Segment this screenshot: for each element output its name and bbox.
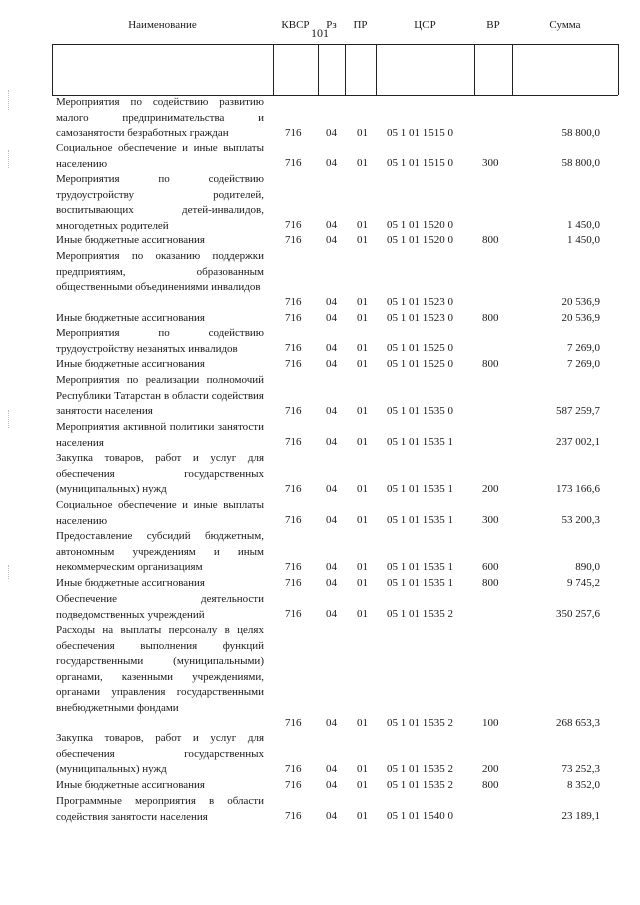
cell-vr: 800 <box>482 234 499 247</box>
cell-pr: 01 <box>357 810 368 823</box>
cell-pr: 01 <box>357 483 368 496</box>
cell-pr: 01 <box>357 779 368 792</box>
row-name: Программные мероприятия в области содействия занятости населения <box>56 795 264 823</box>
cell-sum: 9 745,2 <box>567 577 600 590</box>
cell-rz: 04 <box>326 342 337 355</box>
cell-kvsr: 716 <box>285 561 302 574</box>
cell-vr: 600 <box>482 561 499 574</box>
cell-kvsr: 716 <box>285 717 302 730</box>
col-divider <box>376 44 377 95</box>
cell-sum: 20 536,9 <box>561 312 600 325</box>
row-name: Иные бюджетные ассигнования <box>56 577 205 589</box>
col-divider <box>512 44 513 95</box>
cell-rz: 04 <box>326 405 337 418</box>
table-row <box>0 623 640 732</box>
cell-vr: 800 <box>482 779 499 792</box>
col-divider <box>52 44 53 95</box>
cell-kvsr: 716 <box>285 157 302 170</box>
row-name: Мероприятия по содействию развитию малого предпринимательства и самозанятости безработных граждан <box>56 96 264 140</box>
row-name: Социальное обеспечение и иные выплаты населению <box>56 142 264 170</box>
row-name: Мероприятия по оказанию поддержки предприятиям, образованным общественными объединениями инвалидов <box>56 250 264 294</box>
cell-kvsr: 716 <box>285 358 302 371</box>
cell-pr: 01 <box>357 157 368 170</box>
cell-sum: 7 269,0 <box>567 342 600 355</box>
cell-csr: 05 1 01 1520 0 <box>387 234 453 247</box>
cell-csr: 05 1 01 1523 0 <box>387 296 453 309</box>
cell-pr: 01 <box>357 127 368 140</box>
cell-sum: 58 800,0 <box>561 157 600 170</box>
cell-sum: 58 800,0 <box>561 127 600 140</box>
cell-vr: 800 <box>482 312 499 325</box>
table-row <box>0 249 640 311</box>
cell-pr: 01 <box>357 717 368 730</box>
table-row <box>0 326 640 357</box>
cell-pr: 01 <box>357 342 368 355</box>
header-kvsr: КВСР <box>281 19 310 31</box>
cell-csr: 05 1 01 1540 0 <box>387 810 453 823</box>
cell-sum: 1 450,0 <box>567 219 600 232</box>
cell-rz: 04 <box>326 763 337 776</box>
cell-pr: 01 <box>357 296 368 309</box>
cell-kvsr: 716 <box>285 577 302 590</box>
cell-pr: 01 <box>357 561 368 574</box>
cell-rz: 04 <box>326 717 337 730</box>
cell-rz: 04 <box>326 514 337 527</box>
cell-csr: 05 1 01 1535 1 <box>387 483 453 496</box>
cell-rz: 04 <box>326 312 337 325</box>
header-name: Наименование <box>128 19 197 31</box>
row-name: Закупка товаров, работ и услуг для обеспечения государственных (муниципальных) нужд <box>56 732 264 776</box>
cell-kvsr: 716 <box>285 342 302 355</box>
cell-rz: 04 <box>326 358 337 371</box>
cell-kvsr: 716 <box>285 436 302 449</box>
cell-sum: 53 200,3 <box>561 514 600 527</box>
cell-pr: 01 <box>357 405 368 418</box>
row-name: Мероприятия по содействию трудоустройству незанятых инвалидов <box>56 327 264 355</box>
cell-csr: 05 1 01 1535 1 <box>387 436 453 449</box>
table-row <box>0 172 640 234</box>
row-name: Иные бюджетные ассигнования <box>56 312 205 324</box>
cell-csr: 05 1 01 1523 0 <box>387 312 453 325</box>
cell-rz: 04 <box>326 234 337 247</box>
cell-pr: 01 <box>357 436 368 449</box>
cell-sum: 7 269,0 <box>567 358 600 371</box>
row-name: Иные бюджетные ассигнования <box>56 358 205 370</box>
cell-vr: 800 <box>482 358 499 371</box>
cell-rz: 04 <box>326 577 337 590</box>
cell-sum: 350 257,6 <box>556 608 600 621</box>
row-name: Иные бюджетные ассигнования <box>56 234 205 246</box>
cell-pr: 01 <box>357 763 368 776</box>
cell-csr: 05 1 01 1515 0 <box>387 157 453 170</box>
cell-csr: 05 1 01 1535 2 <box>387 763 453 776</box>
cell-rz: 04 <box>326 436 337 449</box>
row-name: Расходы на выплаты персоналу в целях обеспечения выполнения функций государственными (муниципальными) органами, казенными учреждениями, органами управления государственными внебюджетными фондами <box>56 624 264 714</box>
cell-sum: 1 450,0 <box>567 234 600 247</box>
cell-rz: 04 <box>326 779 337 792</box>
table-row <box>0 592 640 623</box>
cell-rz: 04 <box>326 810 337 823</box>
cell-pr: 01 <box>357 312 368 325</box>
cell-csr: 05 1 01 1535 1 <box>387 577 453 590</box>
table-row <box>0 141 640 172</box>
table-row <box>0 420 640 451</box>
cell-csr: 05 1 01 1535 1 <box>387 514 453 527</box>
table-row <box>0 529 640 576</box>
header-pr: ПР <box>353 19 368 31</box>
cell-rz: 04 <box>326 157 337 170</box>
cell-vr: 100 <box>482 717 499 730</box>
cell-sum: 23 189,1 <box>561 810 600 823</box>
cell-sum: 890,0 <box>575 561 600 574</box>
cell-kvsr: 716 <box>285 219 302 232</box>
cell-kvsr: 716 <box>285 483 302 496</box>
table-row <box>0 794 640 825</box>
row-name: Мероприятия по реализации полномочий Республики Татарстан в области содействия занятости населения <box>56 374 264 418</box>
cell-kvsr: 716 <box>285 296 302 309</box>
cell-kvsr: 716 <box>285 514 302 527</box>
row-name: Мероприятия активной политики занятости населения <box>56 421 264 449</box>
cell-sum: 587 259,7 <box>556 405 600 418</box>
table-row <box>0 95 640 142</box>
cell-vr: 200 <box>482 763 499 776</box>
row-name: Иные бюджетные ассигнования <box>56 779 205 791</box>
cell-csr: 05 1 01 1535 0 <box>387 405 453 418</box>
page-number: 101 <box>311 26 329 40</box>
cell-vr: 300 <box>482 157 499 170</box>
row-name: Закупка товаров, работ и услуг для обеспечения государственных (муниципальных) нужд <box>56 452 264 496</box>
cell-sum: 173 166,6 <box>556 483 600 496</box>
header-csr: ЦСР <box>414 19 436 31</box>
cell-pr: 01 <box>357 219 368 232</box>
cell-kvsr: 716 <box>285 810 302 823</box>
row-name: Социальное обеспечение и иные выплаты населению <box>56 499 264 527</box>
cell-pr: 01 <box>357 234 368 247</box>
header-rz: Рз <box>326 19 337 31</box>
table-row <box>0 731 640 778</box>
col-divider <box>318 44 319 95</box>
cell-csr: 05 1 01 1525 0 <box>387 342 453 355</box>
cell-csr: 05 1 01 1525 0 <box>387 358 453 371</box>
cell-pr: 01 <box>357 514 368 527</box>
cell-kvsr: 716 <box>285 234 302 247</box>
cell-csr: 05 1 01 1535 2 <box>387 717 453 730</box>
cell-csr: 05 1 01 1535 2 <box>387 779 453 792</box>
col-divider <box>618 44 619 95</box>
table-row <box>0 373 640 420</box>
cell-rz: 04 <box>326 296 337 309</box>
cell-kvsr: 716 <box>285 763 302 776</box>
row-name: Мероприятия по содействию трудоустройству родителей, воспитывающих детей-инвалидов, многодетных родителей <box>56 173 264 232</box>
cell-vr: 800 <box>482 577 499 590</box>
table-row <box>0 357 640 373</box>
row-name: Предоставление субсидий бюджетным, автономным учреждениям и иным некоммерческим организациям <box>56 530 264 574</box>
cell-rz: 04 <box>326 561 337 574</box>
cell-sum: 268 653,3 <box>556 717 600 730</box>
table-row <box>0 778 640 794</box>
cell-rz: 04 <box>326 127 337 140</box>
cell-csr: 05 1 01 1535 2 <box>387 608 453 621</box>
cell-csr: 05 1 01 1520 0 <box>387 219 453 232</box>
table-row <box>0 311 640 327</box>
cell-kvsr: 716 <box>285 127 302 140</box>
table-row <box>0 576 640 592</box>
header-vr: ВР <box>486 19 500 31</box>
cell-kvsr: 716 <box>285 779 302 792</box>
col-divider <box>474 44 475 95</box>
cell-csr: 05 1 01 1515 0 <box>387 127 453 140</box>
row-name: Обеспечение деятельности подведомственных учреждений <box>56 593 264 621</box>
cell-vr: 200 <box>482 483 499 496</box>
cell-kvsr: 716 <box>285 312 302 325</box>
cell-pr: 01 <box>357 577 368 590</box>
cell-rz: 04 <box>326 608 337 621</box>
cell-sum: 73 252,3 <box>561 763 600 776</box>
table-row <box>0 233 640 249</box>
table-row <box>0 498 640 529</box>
cell-pr: 01 <box>357 608 368 621</box>
cell-kvsr: 716 <box>285 405 302 418</box>
cell-rz: 04 <box>326 483 337 496</box>
cell-csr: 05 1 01 1535 1 <box>387 561 453 574</box>
cell-vr: 300 <box>482 514 499 527</box>
cell-rz: 04 <box>326 219 337 232</box>
col-divider <box>273 44 274 95</box>
cell-sum: 20 536,9 <box>561 296 600 309</box>
table-row <box>0 451 640 498</box>
cell-sum: 237 002,1 <box>556 436 600 449</box>
cell-kvsr: 716 <box>285 608 302 621</box>
col-divider <box>345 44 346 95</box>
header-sum: Сумма <box>549 19 581 31</box>
cell-pr: 01 <box>357 358 368 371</box>
cell-sum: 8 352,0 <box>567 779 600 792</box>
